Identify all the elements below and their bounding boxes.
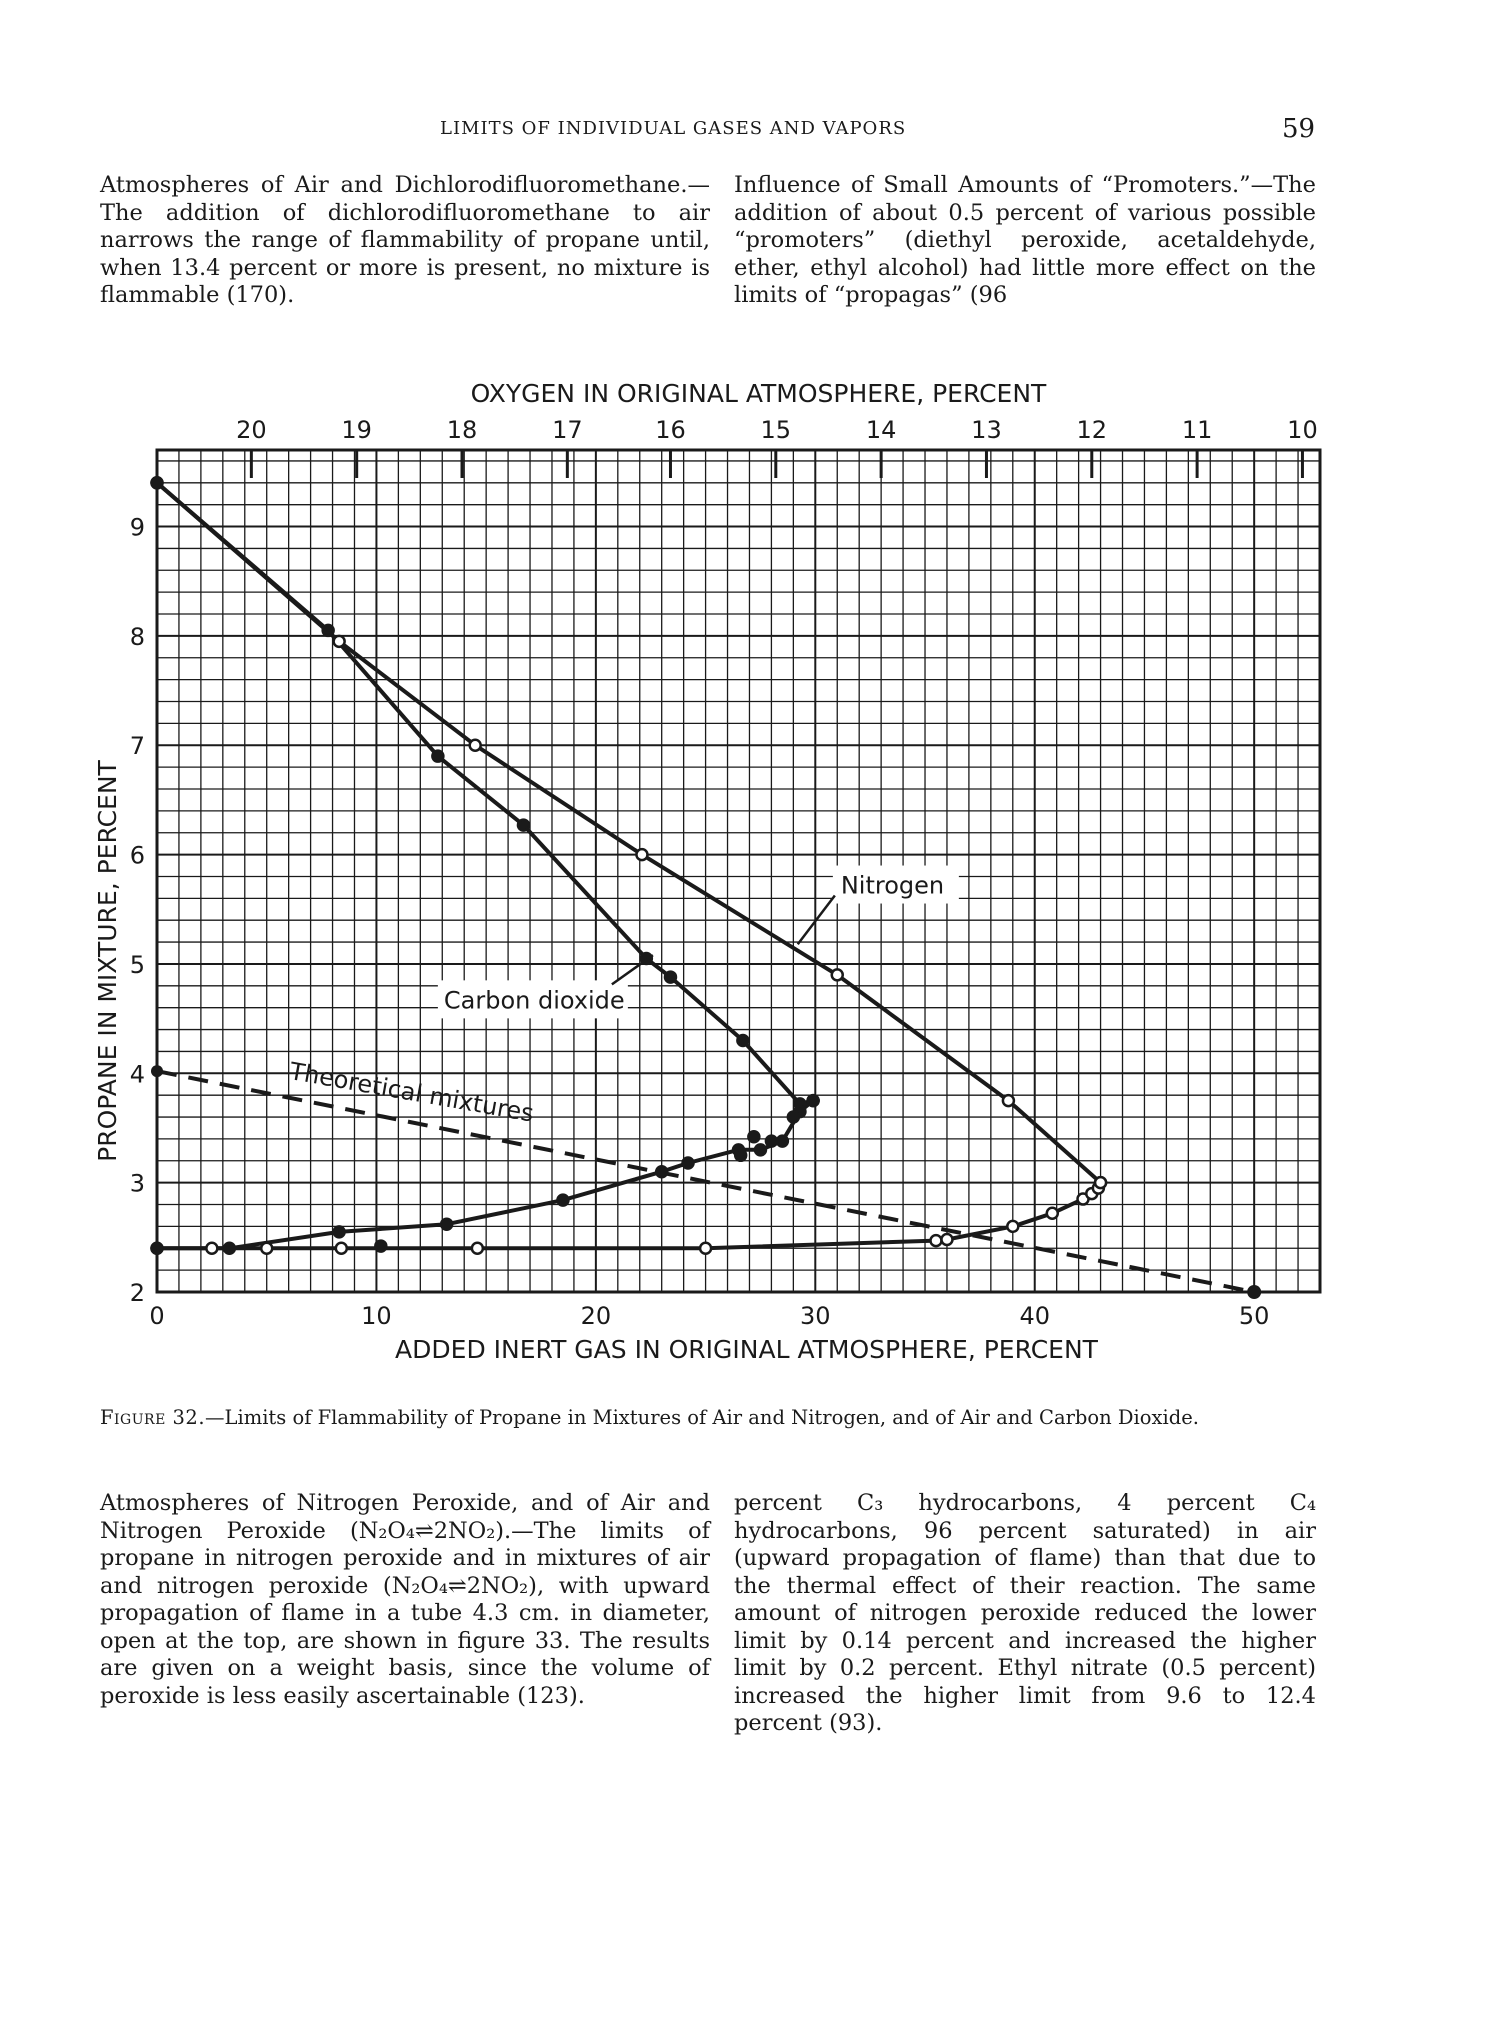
nitrogen-data-point [1095, 1177, 1106, 1188]
y-tick-label: 5 [129, 950, 145, 979]
theoretical-mixtures-label: Theoretical mixtures [287, 1057, 536, 1128]
nitrogen-data-point [334, 636, 345, 647]
figure-caption [100, 1406, 1320, 1429]
oxygen-tick-label: 13 [971, 416, 1002, 444]
chart-title: OXYGEN IN ORIGINAL ATMOSPHERE, PERCENT [470, 379, 1047, 408]
carbon-dioxide-data-point [737, 1035, 748, 1046]
nitrogen-data-point [336, 1243, 347, 1254]
carbon-dioxide-data-point [735, 1150, 746, 1161]
carbon-dioxide-label: Carbon dioxide [443, 986, 625, 1015]
carbon-dioxide-data-point [441, 1219, 452, 1230]
x-tick-label: 30 [800, 1302, 831, 1330]
x-tick-label: 0 [149, 1302, 165, 1330]
nitrogen-data-point [636, 849, 647, 860]
carbon-dioxide-data-point [375, 1241, 386, 1252]
carbon-dioxide-data-point [334, 1226, 345, 1237]
y-tick-label: 6 [129, 841, 145, 870]
figure-32-chart [0, 360, 1500, 1390]
x-tick-label: 20 [580, 1302, 612, 1330]
running-head: LIMITS OF INDIVIDUAL GASES AND VAPORS [440, 118, 907, 139]
x-tick-label: 50 [1238, 1302, 1270, 1330]
plot-frame [157, 450, 1320, 1292]
carbon-dioxide-data-point [766, 1136, 777, 1147]
carbon-dioxide-data-point [224, 1243, 235, 1254]
nitrogen-data-point [470, 740, 481, 751]
oxygen-tick-label: 19 [341, 416, 372, 444]
nitrogen-data-point [261, 1243, 272, 1254]
chart-x-axis-label: ADDED INERT GAS IN ORIGINAL ATMOSPHERE, PERCENT [395, 1335, 1098, 1364]
text-column-top-right [734, 172, 1316, 310]
text-column-bottom-right [734, 1490, 1316, 1738]
page-number: 59 [1282, 114, 1316, 144]
oxygen-tick-label: 15 [760, 416, 792, 444]
nitrogen-data-point [700, 1243, 711, 1254]
oxygen-tick-label: 11 [1181, 416, 1213, 444]
nitrogen-label: Nitrogen [840, 871, 945, 900]
oxygen-tick-label: 10 [1287, 416, 1318, 444]
nitrogen-data-point [206, 1243, 217, 1254]
theoretical-mixtures-end-point [1247, 1285, 1261, 1299]
text-column-bottom-left [100, 1490, 710, 1710]
paragraph-promoters: Influence of Small Amounts of “Promoters.”—The addition of about 0.5 percent of various possible “promoters” (diethyl peroxide, acetaldehyde, ether, ethyl alcohol) had little more effect on the limits of “propagas” (96 [734, 172, 1316, 308]
x-tick-label: 10 [361, 1302, 392, 1330]
nitrogen-data-point [832, 969, 843, 980]
nitrogen-data-point [930, 1235, 941, 1246]
y-tick-label: 9 [129, 513, 145, 542]
nitrogen-data-point [1047, 1208, 1058, 1219]
y-tick-label: 8 [129, 622, 145, 651]
y-tick-label: 2 [129, 1279, 145, 1307]
x-tick-label: 40 [1019, 1302, 1051, 1330]
carbon-dioxide-data-point [557, 1195, 568, 1206]
carbon-dioxide-data-point [683, 1157, 694, 1168]
shared-upper-start-point [151, 477, 163, 489]
paragraph-hydrocarbons: percent C₃ hydrocarbons, 4 percent C₄ hydrocarbons, 96 percent saturated) in air (upward propagation of flame) than that due to the thermal effect of their reaction. The same amount of nitrogen peroxide reduced the lower limit by 0.14 percent and increased the higher limit by 0.2 percent. Ethyl nitrate (0.5 percent) increased the higher limit from 9.6 to 12.4 percent (93). [734, 1490, 1316, 1736]
carbon-dioxide-data-point [665, 972, 676, 983]
carbon-dioxide-data-point [518, 820, 529, 831]
oxygen-tick-label: 16 [655, 416, 686, 444]
carbon-dioxide-data-point [748, 1131, 759, 1142]
oxygen-tick-label: 17 [552, 416, 583, 444]
carbon-dioxide-data-point [152, 1243, 163, 1254]
carbon-dioxide-data-point [323, 625, 334, 636]
y-tick-label: 4 [129, 1060, 145, 1089]
caption-text: —Limits of Flammability of Propane in Mixtures of Air and Nitrogen, and of Air and Carbon Dioxide. [205, 1406, 1199, 1429]
carbon-dioxide-data-point [432, 751, 443, 762]
y-tick-label: 3 [129, 1169, 145, 1198]
carbon-dioxide-data-point [755, 1144, 766, 1155]
text-column-top-left [100, 172, 710, 310]
oxygen-tick-label: 14 [865, 416, 897, 444]
carbon-dioxide-data-point [808, 1095, 819, 1106]
nitrogen-data-point [1007, 1221, 1018, 1232]
carbon-dioxide-data-point [656, 1166, 667, 1177]
nitrogen-data-point [1003, 1095, 1014, 1106]
y-tick-label: 7 [129, 732, 145, 761]
paragraph-nitrogen-peroxide: Atmospheres of Nitrogen Peroxide, and of Air and Nitrogen Peroxide (N₂O₄⇌2NO₂).—The limits of propane in nitrogen peroxide and in mixtures of air and nitrogen peroxide (N₂O₄⇌2NO₂), with upward propagation of flame in a tube 4.3 cm. in diameter, open at the top, are shown in figure 33. The results are given on a weight basis, since the volume of peroxide is less easily ascertainable (123). [100, 1490, 710, 1709]
chart-y-axis-label: PROPANE IN MIXTURE, PERCENT [93, 760, 122, 1162]
nitrogen-data-point [472, 1243, 483, 1254]
oxygen-tick-label: 18 [446, 416, 478, 444]
chart-annotations [287, 866, 959, 1128]
carbon-dioxide-data-point [788, 1112, 799, 1123]
carbon-dioxide-data-point [777, 1136, 788, 1147]
oxygen-tick-label: 20 [236, 416, 267, 444]
chart-axes [130, 450, 1320, 1330]
oxygen-tick-label: 12 [1076, 416, 1108, 444]
theoretical-mixtures-start-point [151, 1065, 163, 1077]
nitrogen-data-point [941, 1234, 952, 1245]
paragraph-dichlorodifluoromethane: Atmospheres of Air and Dichlorodifluoromethane.—The addition of dichlorodifluoromethane to air narrows the range of flammability of propane until, when 13.4 percent or more is present, no mixture is flammable (170). [100, 172, 710, 308]
chart-grid [157, 450, 1320, 1292]
caption-label: Figure 32. [100, 1406, 206, 1429]
